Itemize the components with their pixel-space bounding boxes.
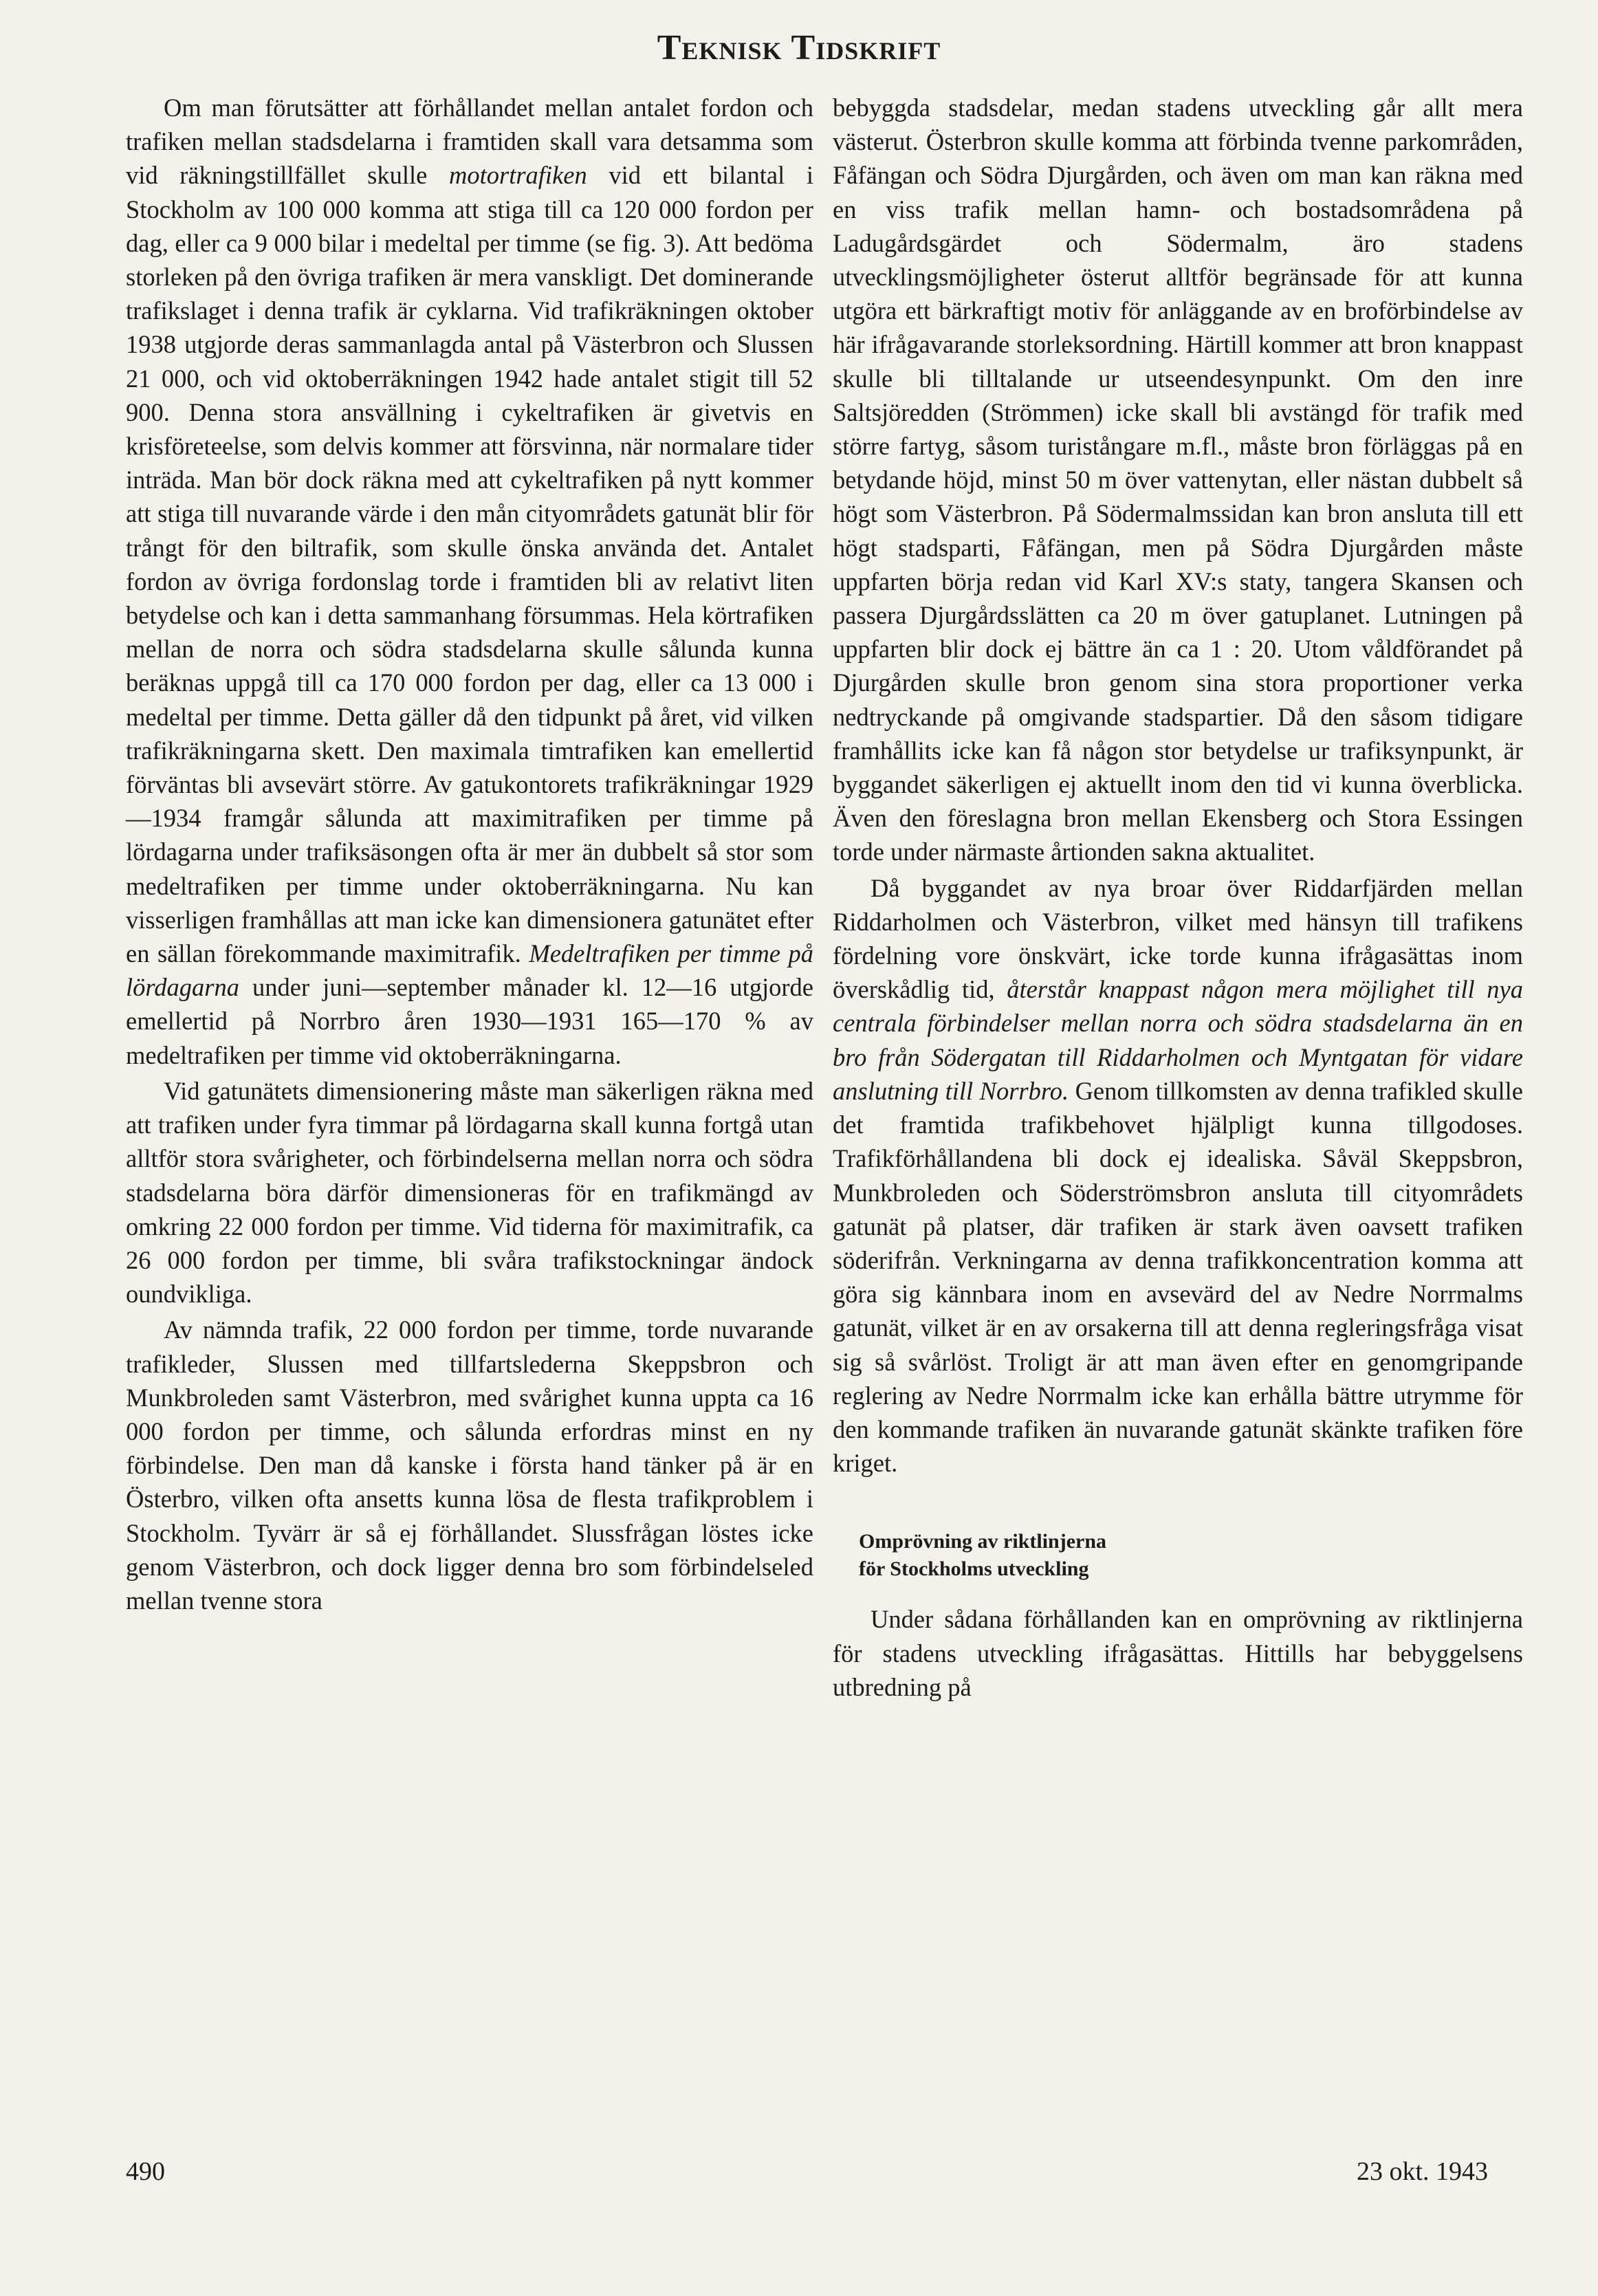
right-paragraph-2: Då byggandet av nya broar över Riddarfjärden mellan Riddarholmen och Västerbron, vilket med hänsyn till trafikens fördelning vore önskvärt, icke torde kunna ifrågasättas inom överskådlig tid, återstår knappast någon mera möjlighet till nya centrala förbindelser mellan norra och södra stadsdelarna än en bro från Södergatan till Riddarholmen och Myntgatan för vidare anslutning till Norrbro. Genom tillkomsten av denna trafikled skulle det framtida trafikbehovet hjälpligt kunna tillgodoses. Trafikförhållandena bli dock ej idealiska. Såväl Skeppsbron, Munkbroleden och Söderströmsbron ansluta till cityområdets gatunät på platser, där trafiken är stark även oavsett trafiken söderifrån. Verkningarna av denna trafikkoncentration komma att göra sig kännbara inom en avsevärd del av Nedre Norrmalms gatunät, vilket är en av orsakerna till att denna regleringsfråga visat sig så svårlöst. Troligt är att man även efter en genomgripande reglering av Nedre Norrmalm icke kan erhålla bättre utrymme för den kommande trafiken än nuvarande gatunät skänkte trafiken före kriget.: [833, 873, 1524, 1478]
emphasis-medeltrafiken: Medeltrafiken per timme på lördagarna: [126, 939, 813, 1002]
subheading-line-2: för Stockholms utveckling: [859, 1557, 1089, 1581]
issue-date: 23 okt. 1943: [1356, 2157, 1488, 2186]
right-paragraph-3: Under sådana förhållanden kan en omprövning av riktlinjerna för stadens utveckling ifrågasättas. Hittills har bebyggelsens utbredning på: [833, 1605, 1523, 1701]
left-column: [126, 91, 813, 1617]
subheading-line-1: Omprövning av riktlinjerna: [859, 1530, 1107, 1553]
left-paragraph-2: Vid gatunätets dimensionering måste man säkerligen räkna med att trafiken under fyra timmar på lördagarna skall kunna fortgå utan alltför stora svårigheter, och förbindelserna mellan norra och södra stadsdelarna böra därför dimensioneras för en trafikmängd av omkring 22 000 fordon per timme. Vid tiderna för maximitrafik, ca 26 000 fordon per timme, bli svåra trafikstockningar ändock oundvikliga.: [126, 1076, 813, 1309]
left-paragraph-3: Av nämnda trafik, 22 000 fordon per timme, torde nuvarande trafikleder, Slussen med tillfartslederna Skeppsbron och Munkbroleden samt Västerbron, med svårighet kunna uppta ca 16 000 fordon per timme, och sålunda erfordras minst en ny förbindelse. Den man då kanske i första hand tänker på är en Österbro, vilken ofta ansetts kunna lösa de flesta trafikproblem i Stockholm. Tyvärr är så ej förhållandet. Slussfrågan löstes icke genom Västerbron, och dock ligger denna bro som förbindelseled mellan tvenne stora: [126, 1315, 813, 1615]
journal-header: Teknisk Tidskrift: [657, 28, 941, 67]
section-subheading: [859, 1528, 1523, 1583]
left-paragraph-1: Om man förutsätter att förhållandet mellan antalet fordon och trafiken mellan stadsdelarna i framtiden skall vara detsamma som vid räkningstillfället skulle motortrafiken vid ett bilantal i Stockholm av 100 000 komma att stiga till ca 120 000 fordon per dag, eller ca 9 000 bilar i medeltal per timme (se fig. 3). Att bedöma storleken på den övriga trafiken är mera vanskligt. Det dominerande trafikslaget i denna trafik är cyklarna. Vid trafikräkningen oktober 1938 utgjorde deras sammanlagda antal på Västerbron och Slussen 21 000, och vid oktoberräkningen 1942 hade antalet stigit till 52 900. Denna stora ansvällning i cykeltrafiken är givetvis en krisföreteelse, som delvis kommer att försvinna, när normalare tider inträda. Man bör dock räkna med att cykeltrafiken på nytt kommer att stiga till nuvarande värde i den mån cityområdets gatunät blir för trångt för den biltrafik, som skulle önska använda det. Antalet fordon av övriga fordonslag torde i framtiden bli av relativt liten betydelse och kan i detta sammanhang försummas. Hela körtrafiken mellan de norra och södra stadsdelarna skulle sålunda kunna beräknas uppgå till ca 170 000 fordon per dag, eller ca 13 000 i medeltal per timme. Detta gäller då den tidpunkt på året, vid vilken trafikräkningarna skett. Den maximala timtrafiken kan emellertid förväntas bli avsevärt större. Av gatukontorets trafikräkningar 1929—1934 framgår sålunda att maximitrafiken per timme på lördagarna under trafiksäsongen ofta är mer än dubbelt så stor som medeltrafiken per timme under oktoberräkningarna. Nu kan visserligen framhållas att man icke kan dimensionera gatunätet efter en sällan förekommande maximitrafik. Medeltrafiken per timme på lördagarna under juni—september månader kl. 12—16 utgjorde emellertid på Norrbro åren 1930—1931 165—170 % av medeltrafiken per timme vid oktoberräkningarna.: [126, 94, 813, 1069]
page-number: 490: [126, 2157, 165, 2186]
emphasis-motortrafiken: motortrafiken: [448, 161, 587, 190]
emphasis-aterstar: återstår knappast någon mera möjlighet till nya centrala förbindelser mellan norra och södra stadsdelarna än en bro från Södergatan till Riddarholmen och Myntgatan för vidare anslutning till Norrbro.: [833, 975, 1523, 1105]
right-paragraph-1: bebyggda stadsdelar, medan stadens utveckling går allt mera västerut. Österbron skulle komma att förbinda tvenne parkområden, Fåfängan och Södra Djurgården, och även om man kan räkna med en viss trafik mellan hamn- och bostadsområdena på Ladugårdsgärdet och Södermalm, äro stadens utvecklingsmöjligheter österut alltför begränsade för att kunna utgöra ett bärkraftigt motiv för anläggande av en broförbindelse av här ifrågavarande storleksordning. Härtill kommer att bron knappast skulle bli tilltalande ur utseendesynpunkt. Om den inre Saltsjöredden (Strömmen) icke skall bli avstängd för trafik med större fartyg, såsom turistångare m.fl., måste bron förläggas på en betydande höjd, minst 50 m över vattenytan, eller nästan dubbelt så högt som Västerbron. På Södermalmssidan kan bron ansluta till ett högt stadsparti, Fåfängan, men på Södra Djurgården måste uppfarten börja redan vid Karl XV:s staty, tangera Skansen och passera Djurgårdsslätten ca 20 m över gatuplanet. Lutningen på uppfarten blir dock ej bättre än ca 1 : 20. Utom våldförandet på Djurgården skulle bron genom sina stora proportioner verka nedtryckande på omgivande stadspartier. Då den såsom tidigare framhållits icke kan få någon stor betydelse ur trafiksynpunkt, är byggandet säkerligen ej aktuellt inom den tid vi kunna överblicka. Även den föreslagna bron mellan Ekensberg och Stora Essingen torde under närmaste årtionden sakna aktualitet.: [833, 94, 1523, 866]
right-column: [833, 91, 1523, 1704]
